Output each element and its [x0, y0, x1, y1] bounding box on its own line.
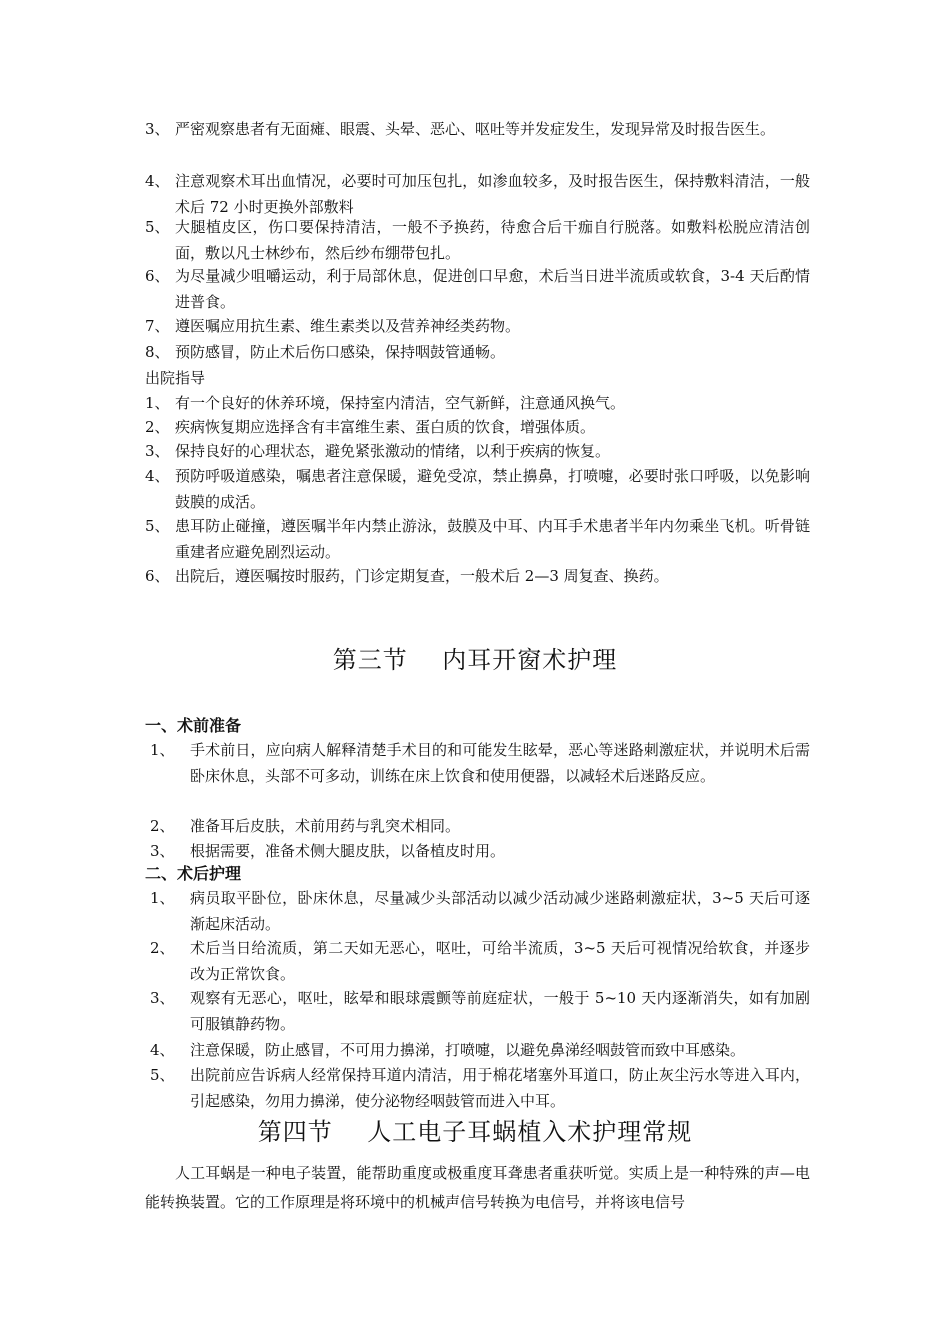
- list-item: [145, 168, 810, 220]
- item-number: 6、: [145, 267, 170, 285]
- list-item: [150, 838, 810, 864]
- item-text: 手术前日，应向病人解释清楚手术目的和可能发生眩晕，恶心等迷路刺激症状，并说明术后需卧床休息，头部不可多动，训练在床上饮食和使用便器，以减轻术后迷路反应。: [190, 741, 810, 785]
- list-item: [150, 813, 810, 839]
- item-number: 2、: [150, 817, 175, 835]
- item-number: 4、: [145, 172, 170, 190]
- list-item: [150, 1062, 810, 1114]
- item-number: 6、: [145, 567, 170, 585]
- list-item: [145, 390, 810, 416]
- list-item: [145, 263, 810, 315]
- section-3-title: 第三节 内耳开窗术护理: [332, 646, 618, 674]
- item-text: 为尽量减少咀嚼运动，利于局部休息，促进创口早愈，术后当日进半流质或软食，3-4 天后酌情进普食。: [175, 267, 810, 311]
- list-item: [145, 116, 810, 142]
- item-text: 严密观察患者有无面瘫、眼震、头晕、恶心、呕吐等并发症发生，发现异常及时报告医生。: [175, 120, 776, 138]
- discharge-heading: 出院指导: [145, 369, 206, 387]
- list-item: [145, 313, 810, 339]
- postop-heading: 二、术后护理: [145, 864, 242, 883]
- item-text: 遵医嘱应用抗生素、维生素类以及营养神经类药物。: [175, 317, 521, 335]
- item-text: 准备耳后皮肤，术前用药与乳突术相同。: [190, 817, 461, 835]
- item-number: 3、: [145, 442, 170, 460]
- item-text: 疾病恢复期应选择含有丰富维生素、蛋白质的饮食，增强体质。: [175, 418, 596, 436]
- intro-paragraph: 人工耳蜗是一种电子装置，能帮助重度或极重度耳聋患者重获听觉。实质上是一种特殊的声—电能转换装置。它的工作原理是将环境中的机械声信号转换为电信号，并将该电信号: [145, 1164, 810, 1211]
- item-text: 观察有无恶心，呕吐，眩晕和眼球震颤等前庭症状，一般于 5~10 天内逐渐消失，如有加剧可服镇静药物。: [190, 989, 810, 1033]
- list-item: [145, 513, 810, 565]
- item-number: 1、: [145, 394, 170, 412]
- list-item: [150, 935, 810, 987]
- item-text: 有一个良好的休养环境，保持室内清洁，空气新鲜，注意通风换气。: [175, 394, 626, 412]
- item-text: 预防呼吸道感染，嘱患者注意保暖，避免受凉，禁止擤鼻，打喷嚏，必要时张口呼吸，以免影响鼓膜的成活。: [175, 467, 810, 511]
- item-number: 8、: [145, 343, 170, 361]
- item-number: 5、: [145, 218, 170, 236]
- list-item: [145, 563, 810, 589]
- item-number: 5、: [145, 517, 170, 535]
- item-number: 3、: [150, 842, 175, 860]
- item-number: 1、: [150, 889, 175, 907]
- item-text: 大腿植皮区，伤口要保持清洁，一般不予换药，待愈合后干痂自行脱落。如敷料松脱应清洁创面，敷以凡士林纱布，然后纱布绷带包扎。: [175, 218, 810, 262]
- item-text: 预防感冒，防止术后伤口感染，保持咽鼓管通畅。: [175, 343, 506, 361]
- item-text: 病员取平卧位，卧床休息，尽量减少头部活动以减少活动减少迷路刺激症状，3~5 天后可逐渐起床活动。: [190, 889, 810, 933]
- list-item: [145, 214, 810, 266]
- item-text: 注意保暖，防止感冒，不可用力擤涕，打喷嚏，以避免鼻涕经咽鼓管而致中耳感染。: [190, 1041, 746, 1059]
- item-number: 2、: [145, 418, 170, 436]
- item-number: 3、: [150, 989, 175, 1007]
- preop-heading: 一、术前准备: [145, 716, 242, 735]
- list-item: [150, 985, 810, 1037]
- item-text: 保持良好的心理状态，避免紧张激动的情绪，以利于疾病的恢复。: [175, 442, 611, 460]
- item-number: 1、: [150, 741, 175, 759]
- item-number: 4、: [145, 467, 170, 485]
- list-item: [145, 414, 810, 440]
- item-text: 注意观察术耳出血情况，必要时可加压包扎，如渗血较多，及时报告医生，保持敷料清洁，一般术后 72 小时更换外部敷料: [175, 172, 810, 216]
- item-text: 根据需要，准备术侧大腿皮肤，以备植皮时用。: [190, 842, 506, 860]
- list-item: [145, 438, 810, 464]
- item-number: 5、: [150, 1066, 175, 1084]
- item-text: 患耳防止碰撞，遵医嘱半年内禁止游泳，鼓膜及中耳、内耳手术患者半年内勿乘坐飞机。听骨链重建者应避免剧烈运动。: [175, 517, 810, 561]
- item-text: 出院前应告诉病人经常保持耳道内清洁，用于棉花堵塞外耳道口，防止灰尘污水等进入耳内，引起感染，勿用力擤涕，使分泌物经咽鼓管而进入中耳。: [190, 1066, 810, 1110]
- list-item: [145, 463, 810, 515]
- list-item: [145, 339, 810, 365]
- item-number: 4、: [150, 1041, 175, 1059]
- list-item: [150, 737, 810, 789]
- item-number: 3、: [145, 120, 170, 138]
- section-4-title: 第四节 人工电子耳蜗植入术护理常规: [257, 1118, 693, 1146]
- list-item: [150, 885, 810, 937]
- item-text: 术后当日给流质，第二天如无恶心，呕吐，可给半流质，3~5 天后可视情况给软食，并逐步改为正常饮食。: [190, 939, 810, 983]
- item-number: 2、: [150, 939, 175, 957]
- item-number: 7、: [145, 317, 170, 335]
- item-text: 出院后，遵医嘱按时服药，门诊定期复查，一般术后 2—3 周复查、换药。: [175, 567, 669, 585]
- list-item: [150, 1037, 810, 1063]
